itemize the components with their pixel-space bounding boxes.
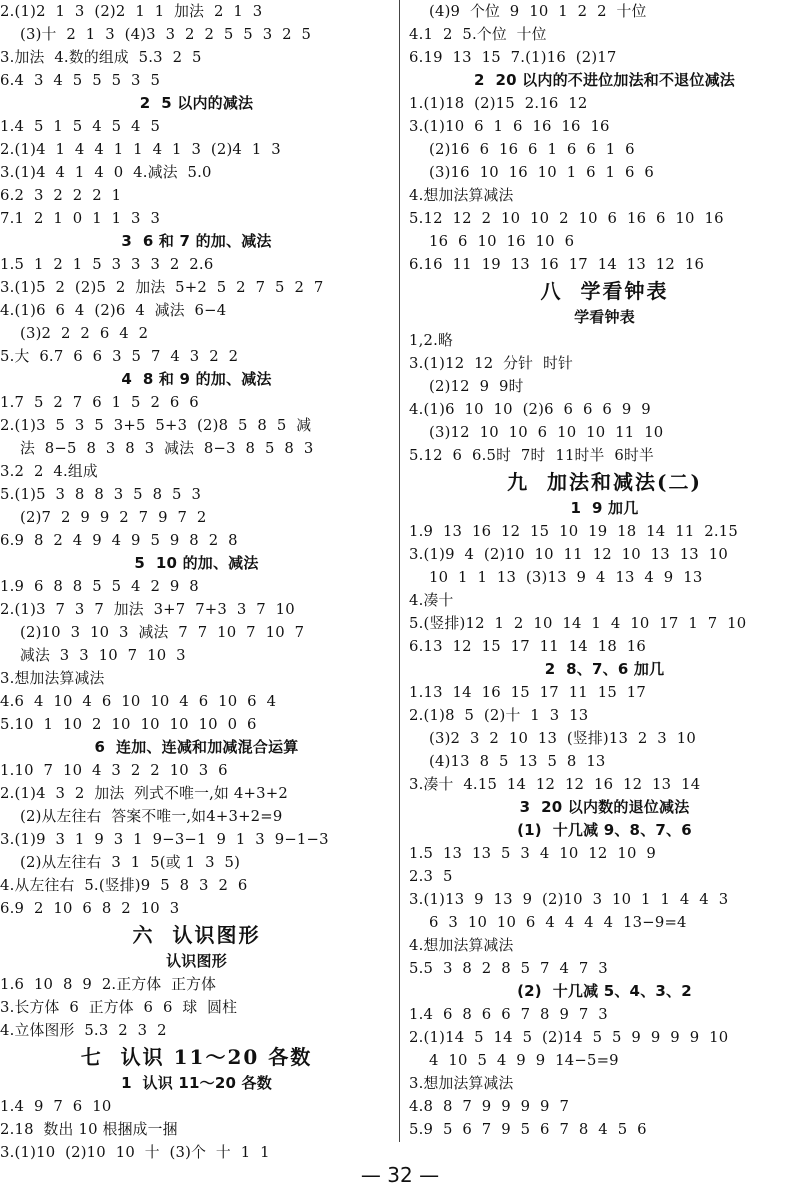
- answer-line: 4.(1)6 10 10 (2)6 6 6 6 9 9: [409, 401, 651, 418]
- answer-line: 3.(1)9 4 (2)10 10 11 12 10 13 13 10: [409, 546, 728, 563]
- answer-line: 3.(1)9 3 1 9 3 1 9−3−1 9 1 3 9−1−3: [0, 831, 329, 848]
- answer-line: 4.想加法算减法: [409, 937, 514, 954]
- section-heading: (2) 十几减 5、4、3、2: [517, 982, 692, 1000]
- answer-line: 5.(1)5 3 8 8 3 5 8 5 3: [0, 486, 202, 503]
- answer-line: 3.加法 4.数的组成 5.3 2 5: [0, 49, 202, 66]
- section-heading: 6 连加、连减和加减混合运算: [94, 738, 299, 756]
- section-heading: 2 20 以内的不进位加法和不退位减法: [474, 71, 735, 89]
- answer-line: 3.想加法算减法: [409, 1075, 514, 1092]
- answer-line: 1.4 9 7 6 10: [0, 1098, 112, 1115]
- answer-line: 2.(1)8 5 (2)十 1 3 13: [409, 707, 589, 724]
- section-heading: 2 8、7、6 加几: [544, 660, 665, 678]
- section-heading: (1) 十几减 9、8、7、6: [517, 821, 692, 839]
- chapter-heading: 七 认识 11～20 各数: [80, 1045, 313, 1069]
- answer-line: 1.5 13 13 5 3 4 10 12 10 9: [409, 845, 656, 862]
- answer-line: 5.大 6.7 6 6 3 5 7 4 3 2 2: [0, 348, 239, 365]
- section-heading: 5 10 的加、减法: [134, 554, 259, 572]
- answer-line-continued: 10 1 1 13 (3)13 9 4 13 4 9 13: [429, 569, 703, 586]
- answer-line: 4.1 2 5.个位 十位: [409, 26, 547, 43]
- answer-line-continued: (4)13 8 5 13 5 8 13: [429, 753, 606, 770]
- answer-line: 3.凑十 4.15 14 12 12 16 12 13 14: [409, 776, 701, 793]
- answer-line: 2.3 5: [409, 868, 453, 885]
- answer-line: 1.7 5 2 7 6 1 5 2 6 6: [0, 394, 199, 411]
- answer-line: 6.4 3 4 5 5 5 3 5: [0, 72, 161, 89]
- answer-line: 4.从左往右 5.(竖排)9 5 8 3 2 6: [0, 877, 248, 894]
- answer-line: 2.(1)3 5 3 5 3+5 5+3 (2)8 5 8 5 减: [0, 417, 312, 434]
- answer-line: 2.(1)14 5 14 5 (2)14 5 5 9 9 9 9 10: [409, 1029, 729, 1046]
- chapter-heading: 九 加法和减法(二): [507, 470, 702, 494]
- section-heading: 4 8 和 9 的加、减法: [121, 370, 272, 388]
- answer-line: 5.5 3 8 2 8 5 7 4 7 3: [409, 960, 608, 977]
- section-heading: 1 9 加几: [570, 499, 639, 517]
- answer-line-continued: 6 3 10 10 6 4 4 4 4 13−9=4: [429, 914, 687, 931]
- answer-line-continued: (2)7 2 9 9 2 7 9 7 2: [20, 509, 207, 526]
- answer-line: 3.想加法算减法: [0, 670, 105, 687]
- answer-line: 2.(1)4 1 4 4 1 1 4 1 3 (2)4 1 3: [0, 141, 281, 158]
- answer-line: 6.2 3 2 2 2 1: [0, 187, 122, 204]
- answer-line: 3.(1)12 12 分针 时针: [409, 355, 573, 372]
- answer-line: 2.(1)4 3 2 加法 列式不唯一,如 4+3+2: [0, 785, 288, 802]
- answer-line-continued: 4 10 5 4 9 9 14−5=9: [429, 1052, 619, 1069]
- answer-line: 6.16 11 19 13 16 17 14 13 12 16: [409, 256, 705, 273]
- answer-line: 7.1 2 1 0 1 1 3 3: [0, 210, 161, 227]
- answer-line-continued: (2)16 6 16 6 1 6 6 1 6: [429, 141, 635, 158]
- answer-line: 6.19 13 15 7.(1)16 (2)17: [409, 49, 617, 66]
- answer-line: 3.(1)4 4 1 4 0 4.减法 5.0: [0, 164, 212, 181]
- answer-line: 6.9 2 10 6 8 2 10 3: [0, 900, 180, 917]
- answer-line: 1.5 1 2 1 5 3 3 3 2 2.6: [0, 256, 214, 273]
- answer-line: 5.(竖排)12 1 2 10 14 1 4 10 17 1 7 10: [409, 615, 747, 632]
- answer-line-continued: 16 6 10 16 10 6: [429, 233, 575, 250]
- section-heading: 学看钟表: [574, 308, 635, 326]
- section-heading: 3 6 和 7 的加、减法: [121, 232, 272, 250]
- answer-line: 1.4 6 8 6 6 7 8 9 7 3: [409, 1006, 608, 1023]
- answer-line: 3.(1)13 9 13 9 (2)10 3 10 1 1 4 4 3: [409, 891, 729, 908]
- answer-line: 4.立体图形 5.3 2 3 2: [0, 1022, 167, 1039]
- answer-line-continued: 减法 3 3 10 7 10 3: [20, 647, 186, 664]
- section-heading: 认识图形: [166, 952, 227, 970]
- section-heading: 3 20 以内数的退位减法: [519, 798, 690, 816]
- answer-line-continued: (2)从左往右 3 1 5(或 1 3 5): [20, 854, 241, 871]
- answer-line: 5.12 12 2 10 10 2 10 6 16 6 10 16: [409, 210, 724, 227]
- answer-line: 5.12 6 6.5时 7时 11时半 6时半: [409, 447, 654, 464]
- right-column: [409, 0, 800, 1145]
- answer-line: 1.6 10 8 9 2.正方体 正方体: [0, 976, 217, 993]
- answer-line: 2.(1)3 7 3 7 加法 3+7 7+3 3 7 10: [0, 601, 295, 618]
- answer-line: 1.9 13 16 12 15 10 19 18 14 11 2.15: [409, 523, 739, 540]
- answer-line: 4.凑十: [409, 592, 454, 609]
- section-heading: 2 5 以内的减法: [139, 94, 254, 112]
- answer-line: 6.13 12 15 17 11 14 18 16: [409, 638, 646, 655]
- answer-line: 3.(1)5 2 (2)5 2 加法 5+2 5 2 7 5 2 7: [0, 279, 324, 296]
- answer-line-continued: (2)12 9 9时: [429, 378, 524, 395]
- answer-line: 2.(1)2 1 3 (2)2 1 1 加法 2 1 3: [0, 3, 263, 20]
- answer-line: 4.(1)6 6 4 (2)6 4 减法 6−4: [0, 302, 227, 319]
- answer-line-continued: (2)10 3 10 3 减法 7 7 10 7 10 7: [20, 624, 305, 641]
- chapter-heading: 八 学看钟表: [540, 279, 669, 303]
- column-divider: [399, 0, 400, 1142]
- answer-line: 1,2.略: [409, 332, 454, 349]
- answer-line: 1.9 6 8 8 5 5 4 2 9 8: [0, 578, 199, 595]
- answer-line-continued: (4)9 个位 9 10 1 2 2 十位: [429, 3, 647, 20]
- answer-line: 1.(1)18 (2)15 2.16 12: [409, 95, 588, 112]
- answer-line-continued: (2)从左往右 答案不唯一,如4+3+2=9: [20, 808, 283, 825]
- answer-line: 1.4 5 1 5 4 5 4 5: [0, 118, 161, 135]
- chapter-heading: 六 认识图形: [132, 923, 261, 947]
- page-number: — 32 —: [360, 1163, 440, 1187]
- answer-line-continued: (3)2 3 2 10 13 (竖排)13 2 3 10: [429, 730, 696, 747]
- answer-line-continued: (3)十 2 1 3 (4)3 3 2 2 5 5 3 2 5: [20, 26, 312, 43]
- section-heading: 1 认识 11～20 各数: [121, 1074, 272, 1092]
- answer-line: 2.18 数出 10 根捆成一捆: [0, 1121, 178, 1138]
- answer-line: 4.6 4 10 4 6 10 10 4 6 10 6 4: [0, 693, 277, 710]
- answer-line-continued: (3)2 2 2 6 4 2: [20, 325, 149, 342]
- answer-line: 6.9 8 2 4 9 4 9 5 9 8 2 8: [0, 532, 238, 549]
- answer-line: 3.2 2 4.组成: [0, 463, 98, 480]
- left-column: [0, 0, 393, 1161]
- answer-line: 5.10 1 10 2 10 10 10 10 0 6: [0, 716, 257, 733]
- answer-line: 4.8 8 7 9 9 9 9 7: [409, 1098, 570, 1115]
- answer-line: 1.13 14 16 15 17 11 15 17: [409, 684, 646, 701]
- answer-line: 3.(1)10 (2)10 10 十 (3)个 十 1 1: [0, 1144, 270, 1161]
- answer-line: 4.想加法算减法: [409, 187, 514, 204]
- answer-line: 3.长方体 6 正方体 6 6 球 圆柱: [0, 999, 238, 1016]
- answer-line-continued: (3)16 10 16 10 1 6 1 6 6: [429, 164, 655, 181]
- answer-line: 1.10 7 10 4 3 2 2 10 3 6: [0, 762, 228, 779]
- answer-line: 3.(1)10 6 1 6 16 16 16: [409, 118, 610, 135]
- answer-line-continued: (3)12 10 10 6 10 10 11 10: [429, 424, 664, 441]
- answer-line: 5.9 5 6 7 9 5 6 7 8 4 5 6: [409, 1121, 647, 1138]
- answer-line-continued: 法 8−5 8 3 8 3 减法 8−3 8 5 8 3: [20, 440, 314, 457]
